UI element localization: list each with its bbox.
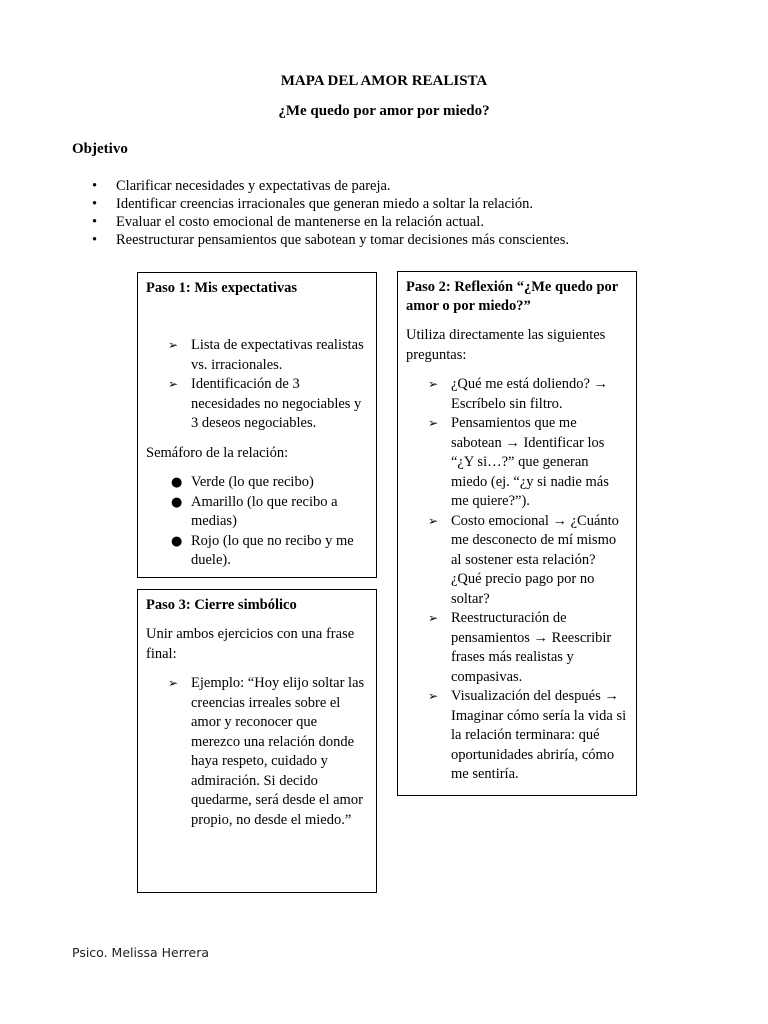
list-item-text: Costo emocional → ¿Cuánto me desconecto de mí mismo al sostener esta relación? ¿Qué precio pago por no soltar? xyxy=(451,512,619,607)
arrowhead-bullet-icon: ➢ xyxy=(428,416,439,430)
list-item xyxy=(406,687,628,785)
footer-author: Psico. Melissa Herrera xyxy=(72,945,209,960)
list-item-text: Identificación de 3 necesidades no negociables y 3 deseos negociables. xyxy=(191,376,362,431)
list-item xyxy=(406,512,628,610)
step3-list xyxy=(146,674,368,830)
list-item xyxy=(406,375,628,414)
list-item-text: Reestructuración de pensamientos → Reescribir frases más realistas y compasivas. xyxy=(451,610,612,685)
objective-item: • Reestructurar pensamientos que sabotean y tomar decisiones más conscientes. xyxy=(72,231,712,249)
document-title: MAPA DEL AMOR REALISTA xyxy=(280,73,488,89)
step2-list xyxy=(406,375,628,785)
list-item-text: Visualización del después → Imaginar cómo sería la vida si la relación terminara: qué oportunidades abriría, cómo me sentiría. xyxy=(451,688,627,782)
list-item-text: Amarillo (lo que recibo a medias) xyxy=(191,493,338,529)
bullet-icon: ● xyxy=(171,533,183,549)
bullet-icon: ● xyxy=(171,475,183,490)
step1-box xyxy=(137,272,377,578)
list-item-text: Verde (lo que recibo) xyxy=(191,474,314,490)
list-item-text: ¿Qué me está doliendo? → Escríbelo sin filtro. xyxy=(451,376,609,412)
document-subtitle: ¿Me quedo por amor por miedo? xyxy=(278,103,490,119)
objective-item: • Evaluar el costo emocional de mantenerse en la relación actual. xyxy=(72,213,712,231)
bullet-icon: ● xyxy=(171,494,183,510)
step3-title: Paso 3: Cierre simbólico xyxy=(146,597,297,613)
list-item-text: Lista de expectativas realistas vs. irracionales. xyxy=(191,337,364,373)
list-item xyxy=(146,493,368,532)
arrowhead-bullet-icon: ➢ xyxy=(168,676,179,690)
arrowhead-bullet-icon: ➢ xyxy=(428,689,439,703)
objective-item: • Identificar creencias irracionales que generan miedo a soltar la relación. xyxy=(72,195,712,213)
list-item xyxy=(146,473,368,493)
arrowhead-bullet-icon: ➢ xyxy=(428,611,439,625)
objective-item: • Clarificar necesidades y expectativas de pareja. xyxy=(72,177,712,195)
list-item xyxy=(406,414,628,512)
arrowhead-bullet-icon: ➢ xyxy=(168,338,179,352)
arrowhead-bullet-icon: ➢ xyxy=(168,377,179,391)
step3-intro: Unir ambos ejercicios con una frase final: xyxy=(146,626,355,662)
semaforo-list xyxy=(146,473,368,571)
step3-box xyxy=(137,589,377,893)
step2-title: Paso 2: Reflexión “¿Me quedo por amor o por miedo?” xyxy=(406,279,618,314)
list-item-text: Rojo (lo que no recibo y me duele). xyxy=(191,532,354,568)
list-item xyxy=(146,532,368,571)
list-item-text: Ejemplo: “Hoy elijo soltar las creencias irreales sobre el amor y reconocer que merezco una relación donde haya respeto, cuidado y admiración. Si decido quedarme, será desde el amor propio, no desde el miedo.” xyxy=(191,675,365,828)
objective-list xyxy=(72,177,712,249)
step2-box xyxy=(397,271,637,796)
step1-list xyxy=(146,336,368,434)
objective-heading: Objetivo xyxy=(72,141,128,157)
list-item-text: Pensamientos que me sabotean → Identificar los “¿Y si…?” que generan miedo (ej. “¿y si nadie más me quiere?”). xyxy=(451,415,609,509)
list-item xyxy=(146,375,368,434)
list-item xyxy=(146,336,368,375)
list-item xyxy=(146,674,368,830)
arrowhead-bullet-icon: ➢ xyxy=(428,377,439,391)
semaforo-label: Semáforo de la relación: xyxy=(146,444,289,461)
arrowhead-bullet-icon: ➢ xyxy=(428,513,439,528)
step2-intro: Utiliza directamente las siguientes preguntas: xyxy=(406,327,606,363)
step1-title: Paso 1: Mis expectativas xyxy=(146,280,298,296)
list-item xyxy=(406,609,628,687)
